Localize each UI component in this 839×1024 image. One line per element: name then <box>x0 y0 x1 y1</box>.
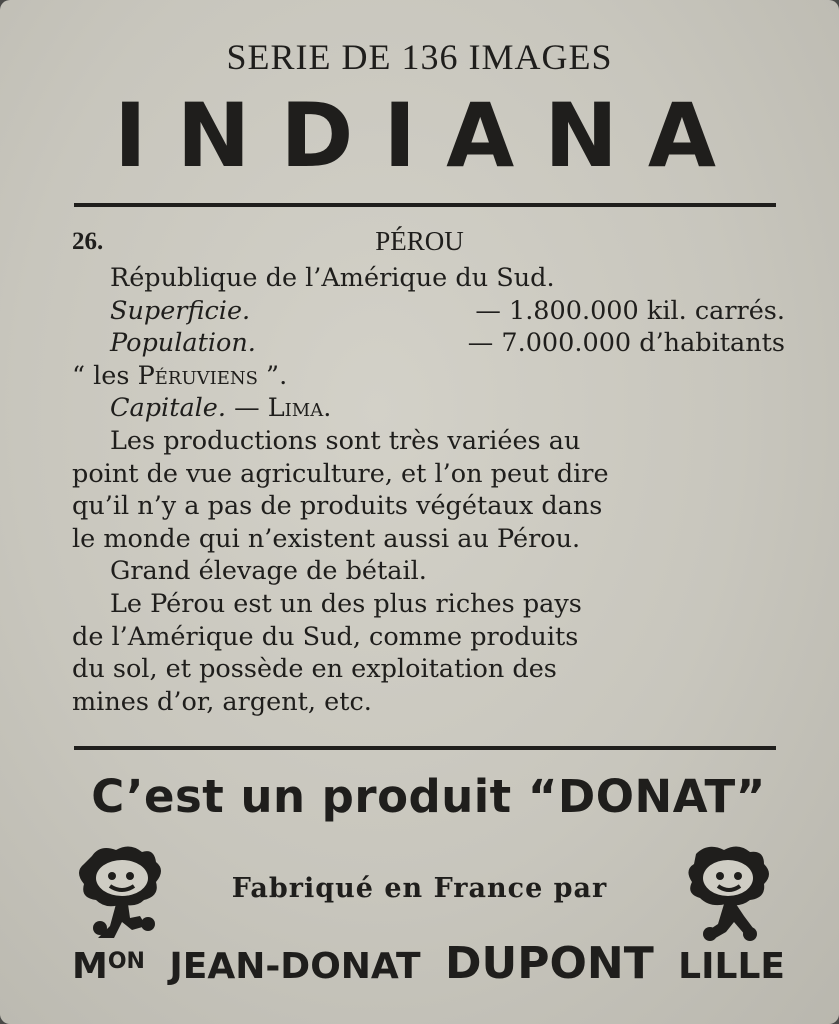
text-line: Grand élevage de bétail. <box>110 556 427 587</box>
mascot-boy-icon <box>676 842 780 946</box>
para1-line <box>72 458 785 491</box>
quote-close: ”. <box>257 360 288 391</box>
capitale-value: Lima. <box>267 393 332 424</box>
text-line: de l’Amérique du Sud, comme produits <box>72 621 579 652</box>
text-line: qu’il n’y a pas de produits végétaux dans <box>72 491 603 522</box>
population-label: Population. <box>110 328 256 359</box>
para3-line <box>72 686 785 719</box>
superficie-line <box>72 295 785 328</box>
para1-line <box>72 523 785 556</box>
text-line: point de vue agriculture, et l’on peut dire <box>72 458 609 489</box>
capitale-dash: — <box>226 393 268 424</box>
intro-line: République de l’Amérique du Sud. <box>110 263 555 293</box>
para3-line <box>72 588 785 621</box>
text-line: le monde qui n’existent aussi au Pérou. <box>72 523 581 554</box>
slogan: C’est un produit “DONAT” <box>91 770 766 823</box>
text-line: Le Pérou est un des plus riches pays <box>110 588 582 619</box>
superficie-value: — 1.800.000 kil. carrés. <box>475 295 785 326</box>
capitale-line <box>72 392 785 425</box>
maison-sup: ON <box>107 949 145 974</box>
made-in-france: Fabriqué en France par <box>231 873 608 904</box>
manufacturer-line <box>72 938 785 989</box>
para1-line <box>72 490 785 523</box>
superficie-label: Superficie. <box>110 295 251 326</box>
maison-abbrev <box>72 946 145 987</box>
para1-line <box>72 425 785 458</box>
card-number: 26. <box>72 228 104 255</box>
top-divider <box>74 203 776 207</box>
para2-line <box>72 555 785 588</box>
maker-name-last: DUPONT <box>444 938 654 989</box>
population-value: — 7.000.000 d’habitants <box>467 328 785 359</box>
para3-line <box>72 621 785 654</box>
quote-open: “ les <box>72 360 138 391</box>
maker-city: LILLE <box>678 946 785 987</box>
series-label: SERIE DE 136 IMAGES <box>226 37 613 77</box>
description-text <box>72 262 785 718</box>
text-line: mines d’or, argent, etc. <box>72 686 372 717</box>
collection-title: INDIANA <box>113 84 747 187</box>
maison-m: M <box>72 946 108 987</box>
maker-name-first: JEAN-DONAT <box>169 946 421 987</box>
country-heading: PÉROU <box>375 226 464 256</box>
people-name: Péruviens <box>137 360 258 391</box>
bottom-divider <box>74 746 776 750</box>
population-line <box>72 327 785 360</box>
people-line <box>72 360 785 393</box>
capitale-label: Capitale. <box>110 393 226 424</box>
description-line <box>72 262 785 295</box>
para3-line <box>72 653 785 686</box>
text-line: Les productions sont très variées au <box>110 425 581 456</box>
text-line: du sol, et possède en exploitation des <box>72 654 557 685</box>
